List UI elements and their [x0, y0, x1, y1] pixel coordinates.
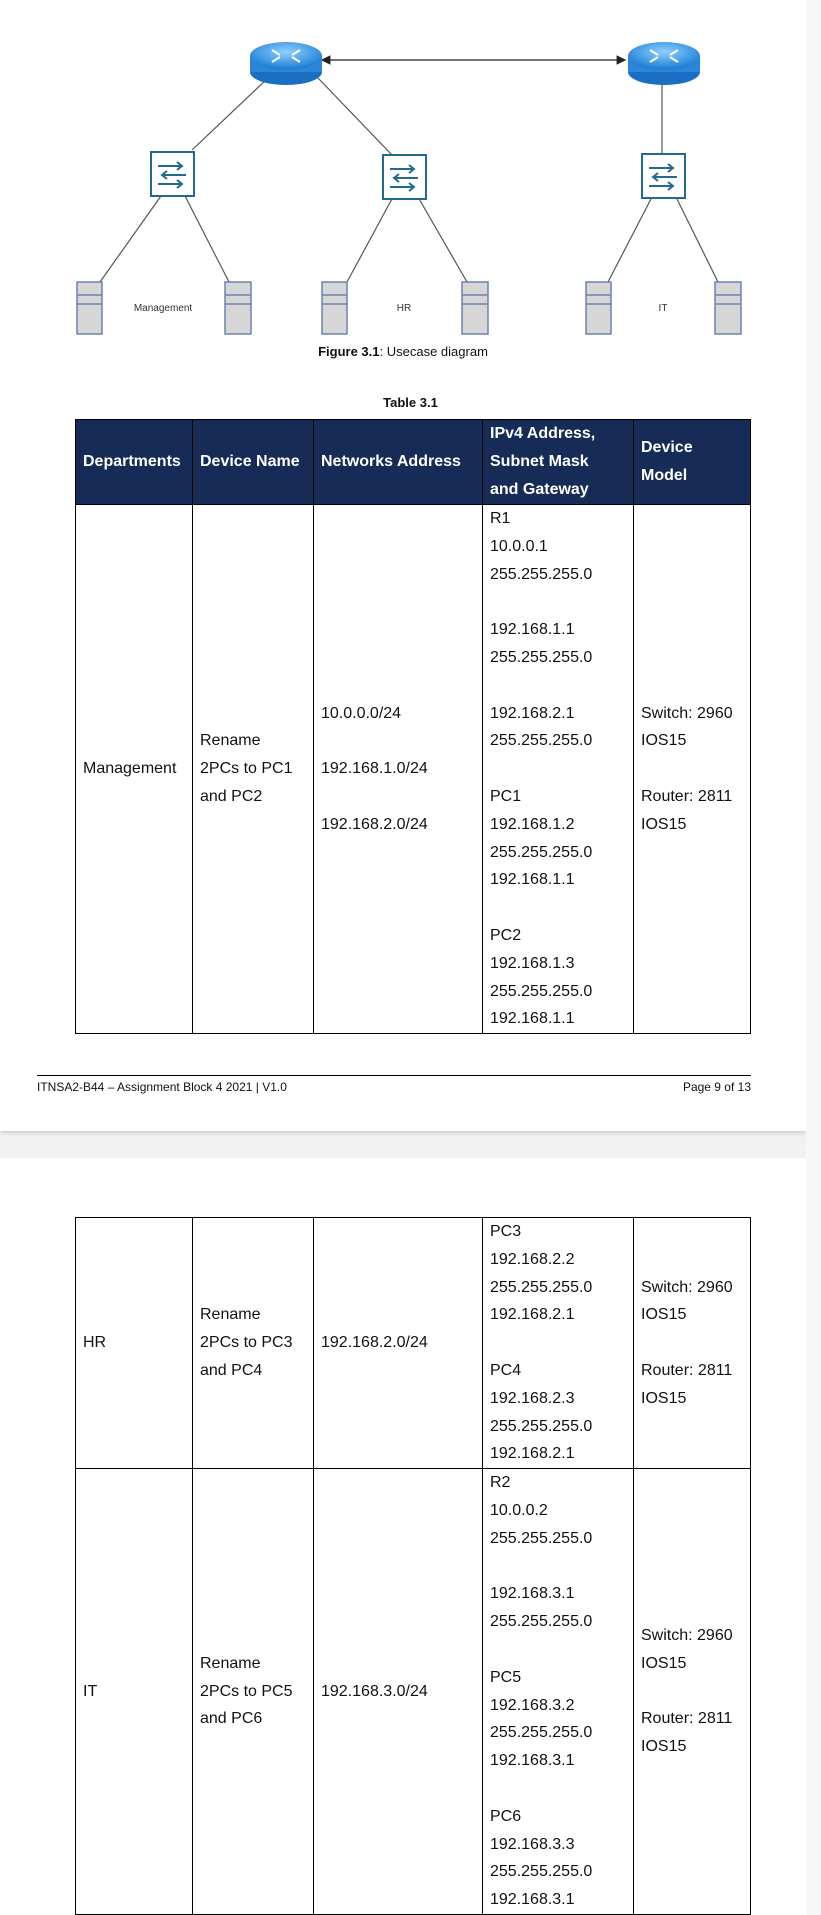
cell-ipv4: R1 10.0.0.1 255.255.255.0 192.168.1.1 255.255.255.0 192.168.2.1 255.255.255.0 PC1 192.168.1.2 255.255.255.0 192.168.1.1 PC2 192.168.1.3 255.255.255.0 192.168.1.1 [483, 505, 634, 1034]
switch-icon [642, 154, 685, 198]
table-header-row [76, 420, 751, 505]
footer-document-id: ITNSA2-B44 – Assignment Block 4 2021 | V1.0 [37, 1080, 287, 1094]
cell-device-name: Rename 2PCs to PC3 and PC4 [193, 1218, 314, 1469]
cell-networks: 10.0.0.0/24 192.168.1.0/24 192.168.2.0/24 [314, 505, 483, 1034]
cell-networks: 192.168.3.0/24 [314, 1469, 483, 1915]
router-icon [250, 42, 322, 85]
cell-device-name: Rename 2PCs to PC1 and PC2 [193, 505, 314, 1034]
header-device-model: Device Model [634, 420, 751, 505]
server-icon [77, 282, 102, 334]
network-table [75, 419, 751, 1034]
server-icon [322, 282, 347, 334]
diagram-label-hr: HR [396, 303, 412, 314]
cell-model: Switch: 2960 IOS15 Router: 2811 IOS15 [634, 505, 751, 1034]
server-icon [225, 282, 251, 334]
router-icon [628, 42, 700, 85]
table-row [76, 1469, 751, 1915]
figure-number: Figure 3.1 [318, 344, 380, 359]
diagram-label-management: Management [133, 303, 193, 314]
header-networks-address: Networks Address [314, 420, 483, 505]
cell-networks: 192.168.2.0/24 [314, 1218, 483, 1469]
figure-caption-text: : Usecase diagram [379, 344, 488, 359]
header-ipv4: IPv4 Address, Subnet Mask and Gateway [483, 420, 634, 505]
cell-department: IT [76, 1469, 193, 1915]
server-icon [586, 282, 611, 334]
cell-ipv4: PC3 192.168.2.2 255.255.255.0 192.168.2.1 PC4 192.168.2.3 255.255.255.0 192.168.2.1 [483, 1218, 634, 1469]
network-diagram [0, 0, 806, 340]
header-departments: Departments [76, 420, 193, 505]
table-row [76, 1218, 751, 1469]
cell-department: Management [76, 505, 193, 1034]
table-title: Table 3.1 [383, 395, 438, 410]
footer-page-number: Page 9 of 13 [682, 1080, 751, 1094]
diagram-label-it: IT [658, 303, 668, 314]
switch-icon [151, 152, 194, 196]
cell-model: Switch: 2960 IOS15 Router: 2811 IOS15 [634, 1218, 751, 1469]
header-device-name: Device Name [193, 420, 314, 505]
page-footer [37, 1075, 751, 1094]
cell-device-name: Rename 2PCs to PC5 and PC6 [193, 1469, 314, 1915]
network-table-continued [75, 1217, 751, 1915]
document-page-10 [0, 1158, 806, 1915]
cell-department: HR [76, 1218, 193, 1469]
cell-model: Switch: 2960 IOS15 Router: 2811 IOS15 [634, 1469, 751, 1915]
table-row [76, 505, 751, 1034]
cell-ipv4: R2 10.0.0.2 255.255.255.0 192.168.3.1 255.255.255.0 PC5 192.168.3.2 255.255.255.0 192.168.3.1 PC6 192.168.3.3 255.255.255.0 192.168.3.1 [483, 1469, 634, 1915]
viewer-edge [806, 0, 821, 1915]
server-icon [715, 282, 741, 334]
server-icon [462, 282, 488, 334]
figure-caption [0, 344, 806, 359]
switch-icon [383, 155, 426, 199]
